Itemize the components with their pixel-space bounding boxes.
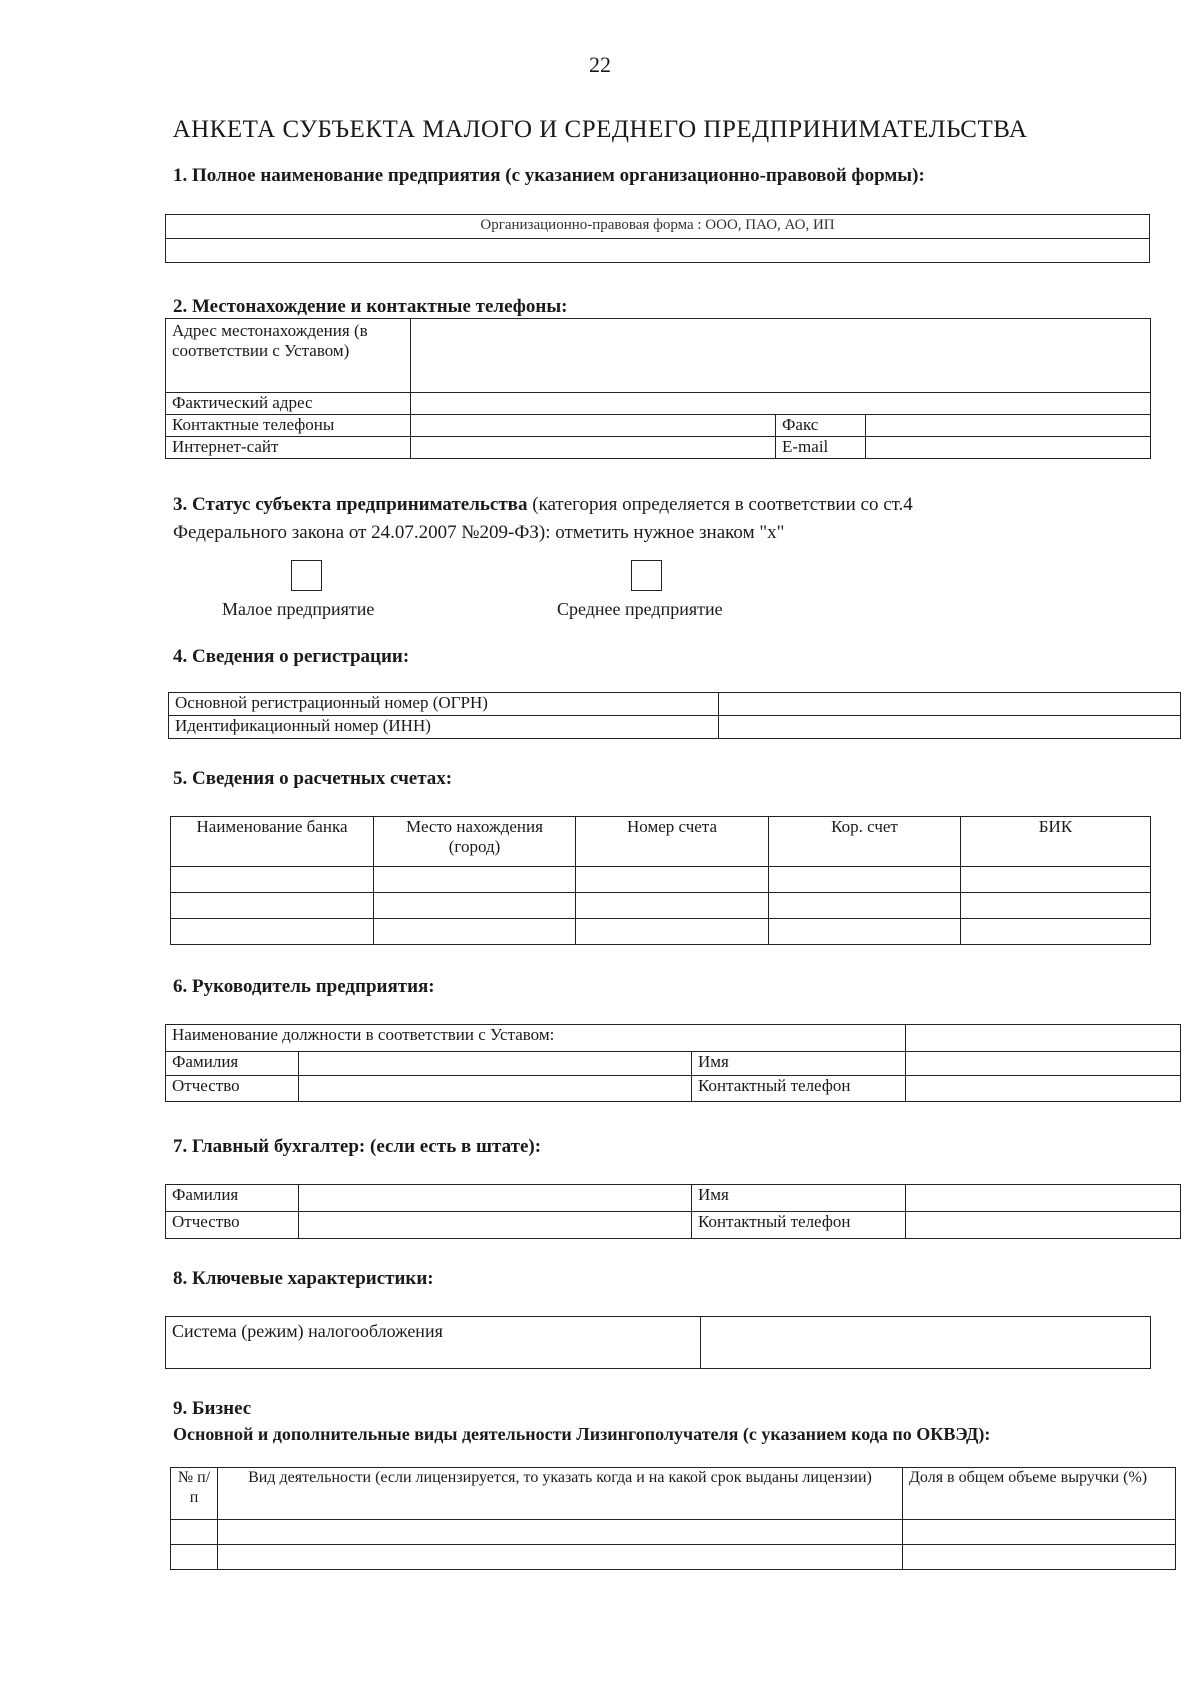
company-name-field-2[interactable] xyxy=(166,239,1150,263)
accountant-surname-label: Фамилия xyxy=(166,1185,299,1212)
section-1-table xyxy=(165,214,1150,263)
medium-enterprise-checkbox[interactable] xyxy=(631,560,662,591)
tax-system-label: Система (режим) налогообложения xyxy=(166,1317,701,1369)
accountant-patronymic-label: Отчество xyxy=(166,1212,299,1239)
table-cell[interactable] xyxy=(961,867,1151,893)
legal-address-label: Адрес местонахождения (в соответствии с Уставом) xyxy=(166,319,411,393)
director-position-field[interactable] xyxy=(906,1025,1181,1052)
activity-number-header: № п/п xyxy=(171,1468,218,1520)
activity-type-header: Вид деятельности (если лицензируется, то указать когда и на какой срок выданы лицензии) xyxy=(218,1468,903,1520)
director-position-label: Наименование должности в соответствии с Уставом: xyxy=(166,1025,906,1052)
section-2-heading: 2. Местонахождение и контактные телефоны: xyxy=(173,296,568,317)
table-cell[interactable] xyxy=(171,919,374,945)
table-cell[interactable] xyxy=(903,1545,1176,1570)
table-cell[interactable] xyxy=(576,919,769,945)
director-surname-field[interactable] xyxy=(299,1052,692,1076)
table-cell[interactable] xyxy=(769,919,961,945)
accountant-name-field[interactable] xyxy=(906,1185,1181,1212)
table-cell[interactable] xyxy=(171,893,374,919)
table-row xyxy=(171,1545,1176,1570)
table-row xyxy=(171,893,1151,919)
activities-table xyxy=(170,1467,1176,1570)
director-name-field[interactable] xyxy=(906,1052,1181,1076)
table-cell[interactable] xyxy=(576,867,769,893)
table-cell[interactable] xyxy=(218,1545,903,1570)
section-4-table xyxy=(168,692,1181,739)
small-enterprise-label: Малое предприятие xyxy=(222,599,375,619)
table-row xyxy=(171,919,1151,945)
section-6-heading: 6. Руководитель предприятия: xyxy=(173,976,435,997)
inn-field[interactable] xyxy=(719,716,1181,739)
section-8-heading: 8. Ключевые характеристики: xyxy=(173,1268,434,1289)
table-row xyxy=(171,867,1151,893)
table-cell[interactable] xyxy=(374,919,576,945)
accountant-phone-label: Контактный телефон xyxy=(692,1212,906,1239)
director-patronymic-field[interactable] xyxy=(299,1076,692,1102)
tax-system-field[interactable] xyxy=(701,1317,1151,1369)
small-enterprise-checkbox[interactable] xyxy=(291,560,322,591)
bank-accounts-table xyxy=(170,816,1151,945)
section-9-heading: 9. Бизнес xyxy=(173,1398,252,1419)
page-number: 22 xyxy=(589,52,611,77)
accountant-patronymic-field[interactable] xyxy=(299,1212,692,1239)
email-label: E-mail xyxy=(776,437,866,459)
table-cell[interactable] xyxy=(769,893,961,919)
phones-field[interactable] xyxy=(411,415,776,437)
fax-field[interactable] xyxy=(866,415,1151,437)
section-3-heading: 3. Статус субъекта предпринимательства (категория определяется в соответствии со ст.4 xyxy=(173,494,913,515)
section-7-heading: 7. Главный бухгалтер: (если есть в штате): xyxy=(173,1136,542,1157)
director-surname-label: Фамилия xyxy=(166,1052,299,1076)
table-cell[interactable] xyxy=(374,867,576,893)
corr-account-header: Кор. счет xyxy=(769,817,961,867)
revenue-share-header: Доля в общем объеме выручки (%) xyxy=(903,1468,1176,1520)
accountant-surname-field[interactable] xyxy=(299,1185,692,1212)
account-number-header: Номер счета xyxy=(576,817,769,867)
table-cell[interactable] xyxy=(769,867,961,893)
table-cell[interactable] xyxy=(576,893,769,919)
table-row xyxy=(171,1520,1176,1545)
legal-form-hint: Организационно-правовая форма : ООО, ПАО, АО, ИП xyxy=(480,217,835,233)
email-field[interactable] xyxy=(866,437,1151,459)
bik-header: БИК xyxy=(961,817,1151,867)
website-field[interactable] xyxy=(411,437,776,459)
ogrn-field[interactable] xyxy=(719,693,1181,716)
director-phone-field[interactable] xyxy=(906,1076,1181,1102)
website-label: Интернет-сайт xyxy=(166,437,411,459)
table-cell[interactable] xyxy=(171,1520,218,1545)
form-title: АНКЕТА СУБЪЕКТА МАЛОГО И СРЕДНЕГО ПРЕДПРИНИМАТЕЛЬСТВА xyxy=(172,116,1028,143)
phones-label: Контактные телефоны xyxy=(166,415,411,437)
section-1-heading: 1. Полное наименование предприятия (с указанием организационно-правовой формы): xyxy=(173,165,925,186)
section-3-line2: Федерального закона от 24.07.2007 №209-ФЗ): отметить нужное знаком "х" xyxy=(173,522,785,543)
company-name-field[interactable] xyxy=(166,215,1150,239)
actual-address-label: Фактический адрес xyxy=(166,393,411,415)
table-cell[interactable] xyxy=(903,1520,1176,1545)
director-patronymic-label: Отчество xyxy=(166,1076,299,1102)
bank-name-header: Наименование банка xyxy=(171,817,374,867)
ogrn-label: Основной регистрационный номер (ОГРН) xyxy=(169,693,719,716)
table-cell[interactable] xyxy=(374,893,576,919)
table-cell[interactable] xyxy=(218,1520,903,1545)
section-5-heading: 5. Сведения о расчетных счетах: xyxy=(173,768,453,789)
accountant-name-label: Имя xyxy=(692,1185,906,1212)
accountant-table xyxy=(165,1184,1181,1239)
bank-city-header: Место нахождения (город) xyxy=(374,817,576,867)
section-2-table xyxy=(165,318,1151,459)
section-9-subheading: Основной и дополнительные виды деятельности Лизингополучателя (с указанием кода по ОКВЭД): xyxy=(173,1424,991,1444)
inn-label: Идентификационный номер (ИНН) xyxy=(169,716,719,739)
actual-address-field[interactable] xyxy=(411,393,1151,415)
table-cell[interactable] xyxy=(961,893,1151,919)
director-phone-label: Контактный телефон xyxy=(692,1076,906,1102)
accountant-phone-field[interactable] xyxy=(906,1212,1181,1239)
key-characteristics-table xyxy=(165,1316,1151,1369)
director-name-label: Имя xyxy=(692,1052,906,1076)
table-cell[interactable] xyxy=(171,1545,218,1570)
section-4-heading: 4. Сведения о регистрации: xyxy=(173,646,410,667)
fax-label: Факс xyxy=(776,415,866,437)
legal-address-field[interactable] xyxy=(411,319,1151,393)
medium-enterprise-label: Среднее предприятие xyxy=(557,599,723,619)
table-cell[interactable] xyxy=(961,919,1151,945)
table-cell[interactable] xyxy=(171,867,374,893)
director-table xyxy=(165,1024,1181,1102)
